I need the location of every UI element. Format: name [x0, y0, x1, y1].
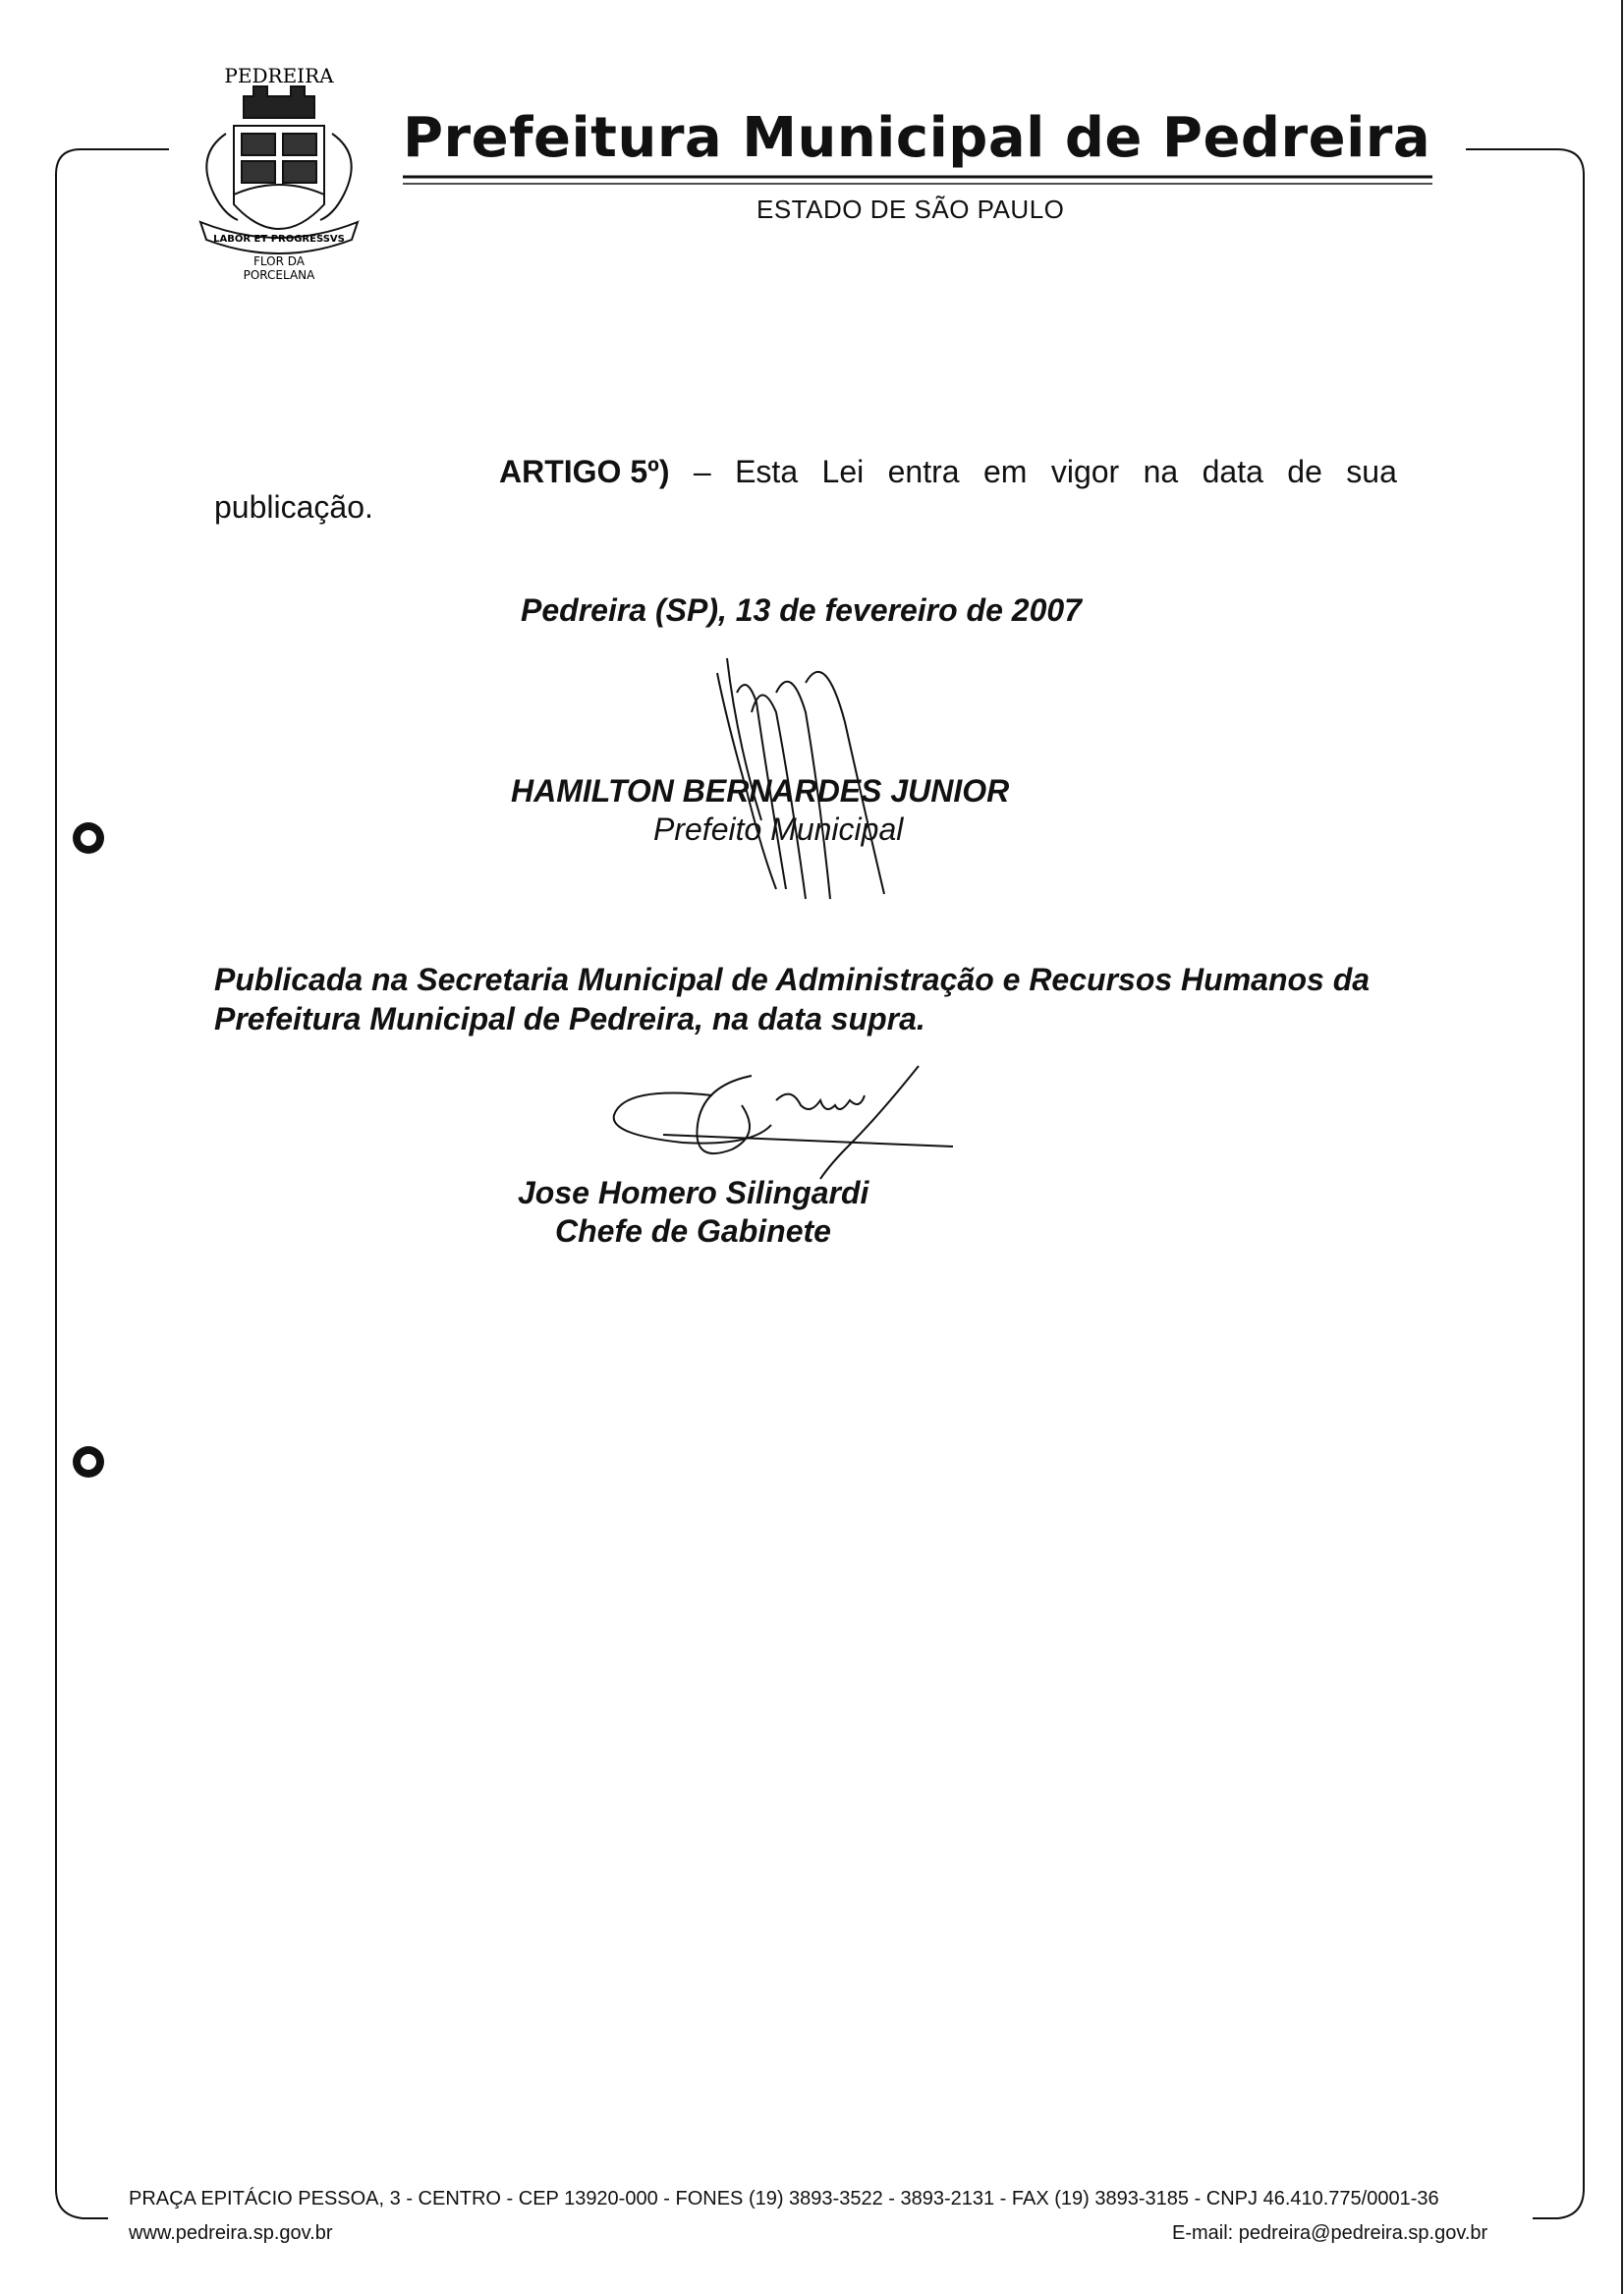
article-word: Lei [821, 454, 865, 489]
article-word: vigor [1050, 454, 1120, 489]
article-word: Esta [735, 454, 799, 489]
page-title: Prefeitura Municipal de Pedreira [403, 106, 1431, 170]
chief-title: Chefe de Gabinete [555, 1213, 831, 1249]
mayor-title: Prefeito Municipal [653, 811, 904, 847]
footer-website: www.pedreira.sp.gov.br [129, 2222, 333, 2244]
article-word: na [1143, 454, 1179, 489]
chief-name: Jose Homero Silingardi [518, 1175, 869, 1210]
crest-city-name: PEDREIRA [224, 64, 334, 87]
article-word: – [693, 454, 711, 489]
crest-label-1: FLOR DA [253, 254, 305, 268]
publication-note: Publicada na Secretaria Municipal de Administração e Recursos Humanos da Prefeitura Municipal de Pedreira, na data supra. [214, 962, 1371, 1036]
article-word: data [1202, 454, 1263, 489]
mayor-name: HAMILTON BERNARDES JUNIOR [511, 773, 1010, 809]
chief-signature-icon [604, 1056, 958, 1184]
date-line: Pedreira (SP), 13 de fevereiro de 2007 [521, 592, 1082, 628]
coat-of-arms-icon [185, 57, 373, 285]
article-continuation: publicação. [214, 489, 373, 525]
footer-address: PRAÇA EPITÁCIO PESSOA, 3 - CENTRO - CEP 13920-000 - FONES (19) 3893-3522 - 3893-2131 - FAX (19) 3893-3185 - CNPJ 46.410.775/0001-36 [129, 2188, 1439, 2210]
article-label: ARTIGO 5º) [499, 454, 670, 489]
article-line [499, 454, 1397, 490]
footer-email: E-mail: pedreira@pedreira.sp.gov.br [1172, 2222, 1488, 2244]
state-subtitle: ESTADO DE SÃO PAULO [756, 195, 1065, 224]
article-word: entra [887, 454, 960, 489]
article-word: de [1287, 454, 1322, 489]
article-word: em [982, 454, 1028, 489]
article-word: sua [1346, 454, 1397, 489]
crest-label-2: PORCELANA [243, 268, 315, 282]
binder-hole-marks [73, 822, 104, 1478]
crest-motto: LABOR ET PROGRESSVS [213, 234, 345, 245]
